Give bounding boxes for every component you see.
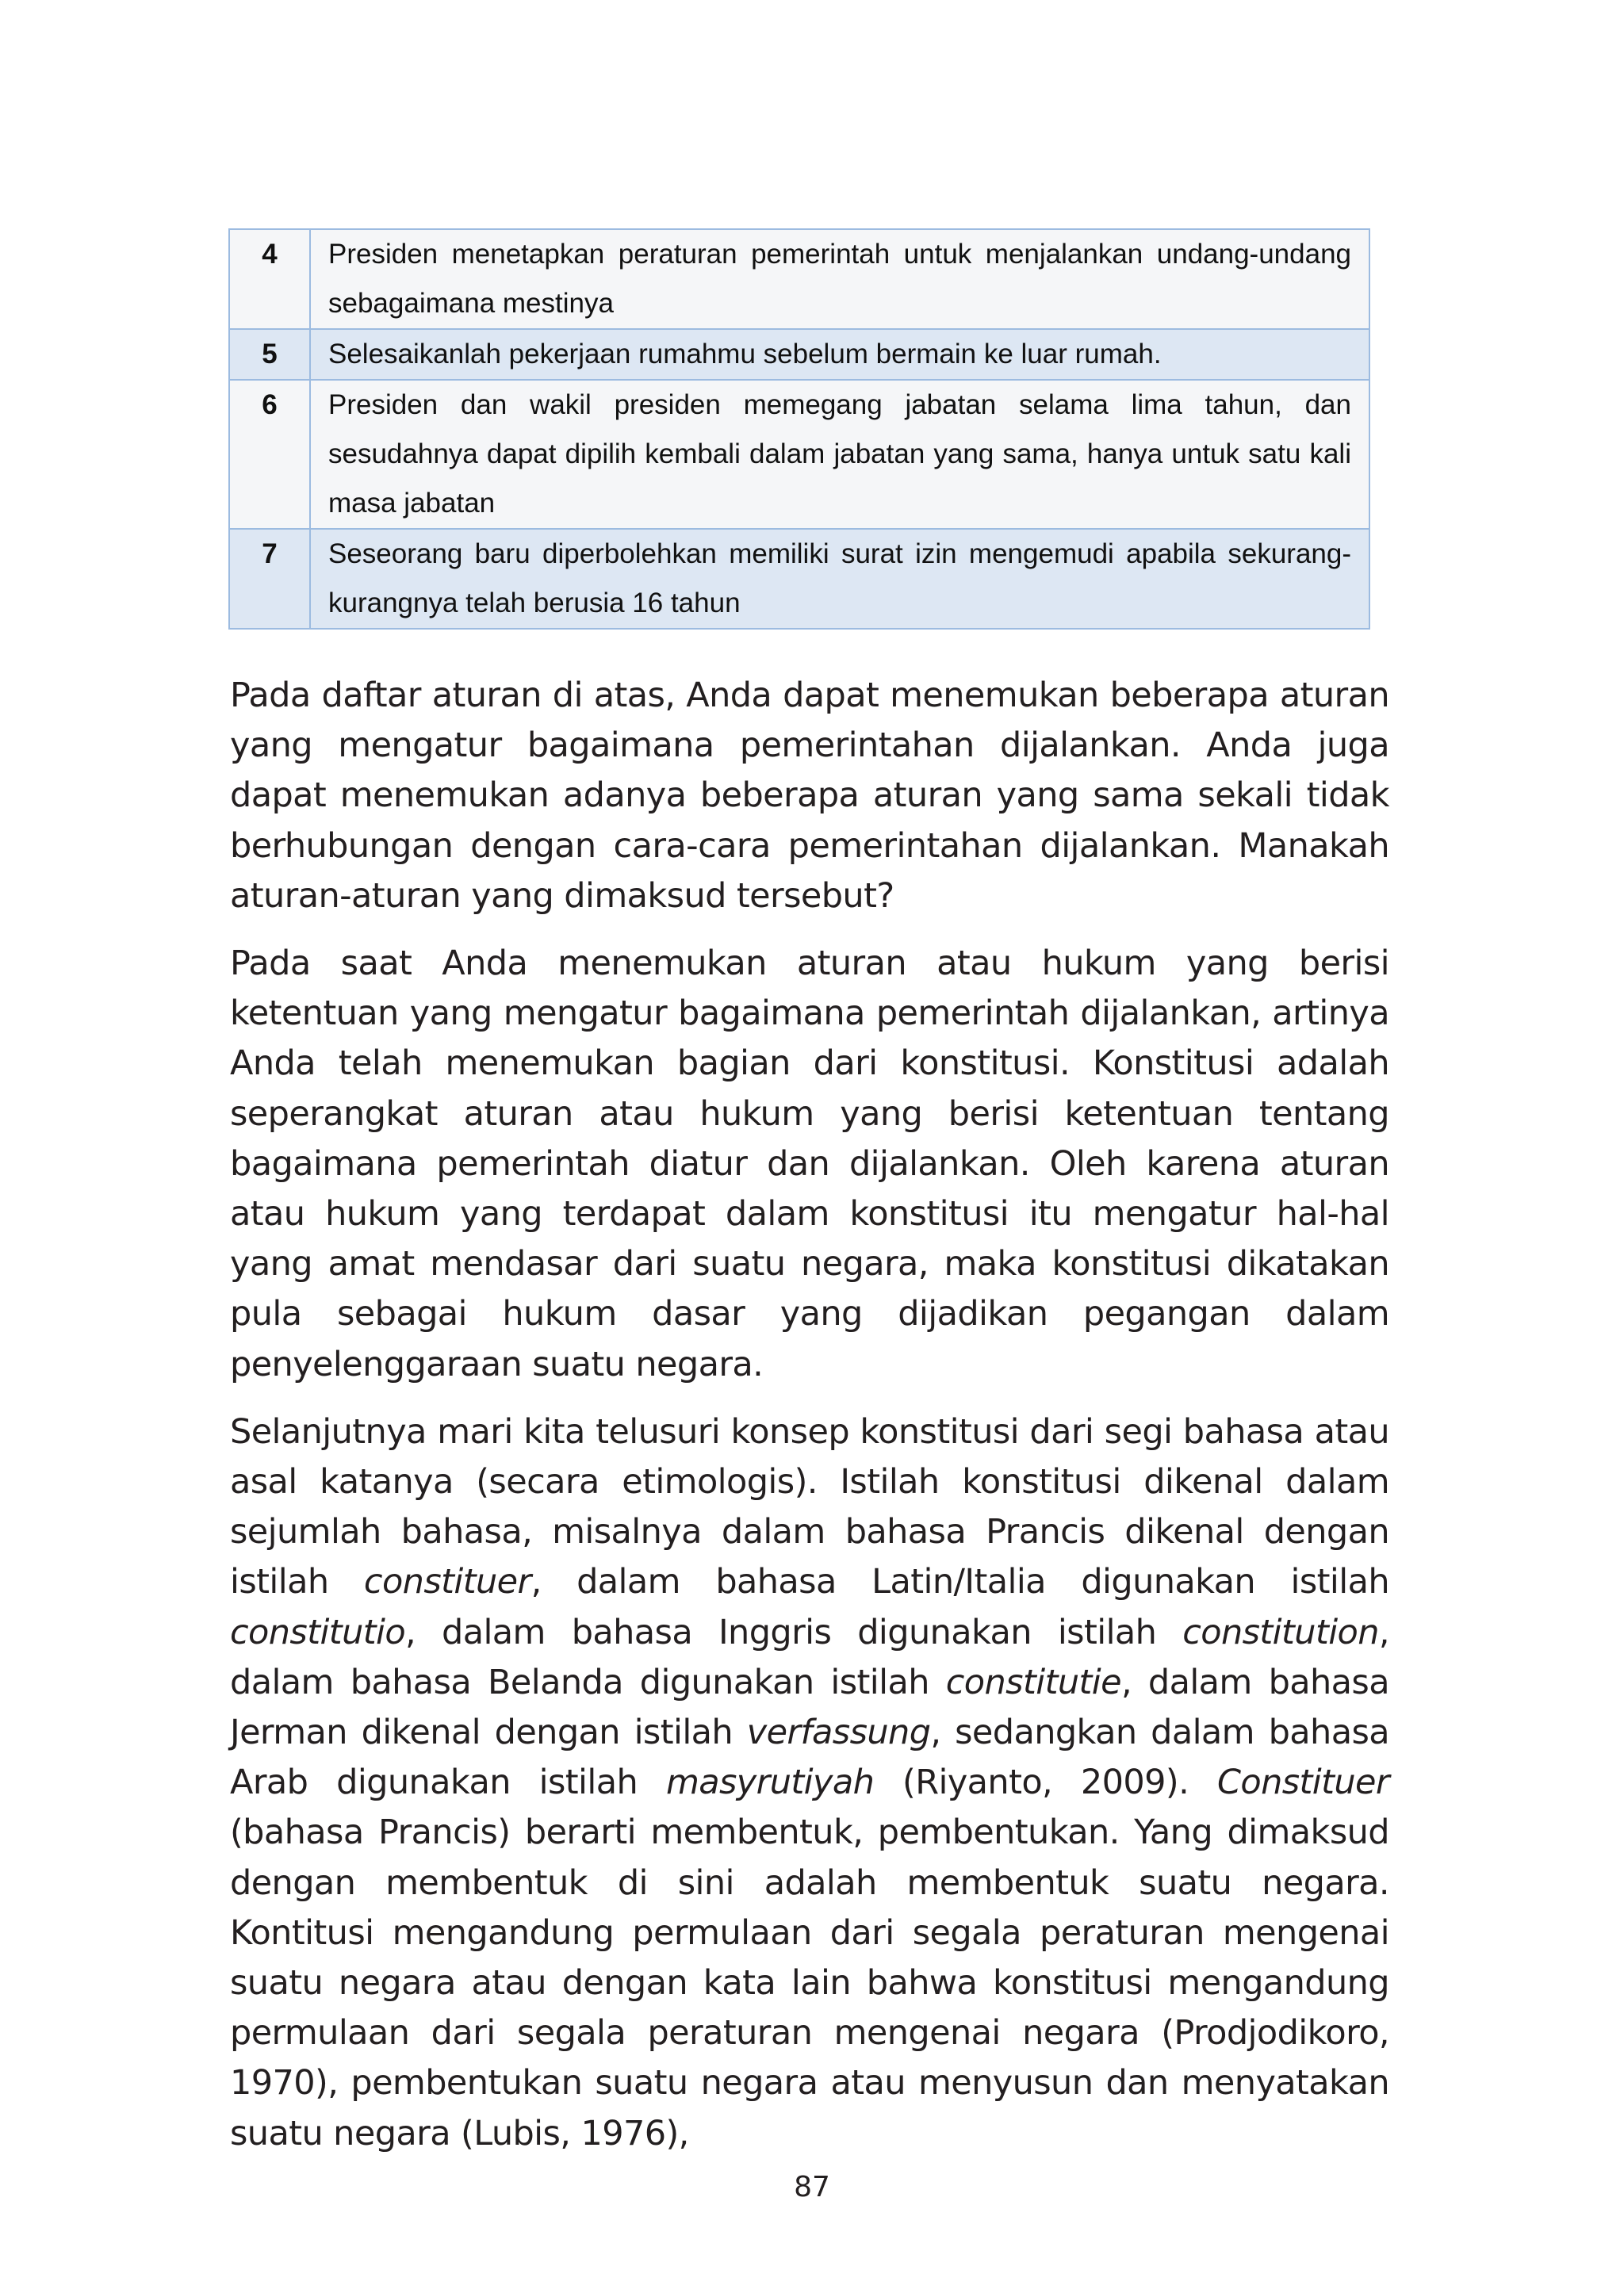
table-row (229, 329, 1369, 380)
italic-term: masyrutiyah (665, 1763, 875, 1803)
italic-term: constitutie (945, 1662, 1121, 1702)
body-text (230, 671, 1389, 2176)
italic-term: constitutio (230, 1612, 406, 1652)
paragraph-1: Pada daftar aturan di atas, Anda dapat menemukan beberapa aturan yang mengatur bagaimana pemerintahan dijalankan. Anda juga dapat menemukan adanya beberapa aturan yang sama sekali tidak berhubungan dengan cara-cara pemerintahan dijalankan. Manakah aturan-aturan yang dimaksud tersebut? (230, 676, 1389, 916)
italic-term: Constituer (1216, 1763, 1389, 1803)
row-number: 5 (229, 329, 310, 380)
text-span: (bahasa Prancis) berarti membentuk, pembentukan. Yang dimaksud dengan membentuk di sini adalah membentuk suatu negara. Kontitusi mengandung permulaan dari segala peraturan mengenai suatu negara atau dengan kata lain bahwa konstitusi mengandung permulaan dari segala peraturan mengenai negara (Prodjodikoro, 1970), pembentukan suatu negara atau menyusun dan menyatakan suatu negara (Lubis, 1976), (230, 1813, 1389, 2153)
row-text: Presiden dan wakil presiden memegang jabatan selama lima tahun, dan sesudahnya dapat dipilih kembali dalam jabatan yang sama, hanya untuk satu kali masa jabatan (310, 380, 1369, 529)
text-span: , dalam bahasa Latin/Italia digunakan istilah (530, 1562, 1389, 1602)
rules-table (228, 228, 1370, 630)
text-span: , dalam bahasa Jerman dikenal dengan istilah (230, 1662, 1389, 1753)
italic-term: constitution (1182, 1612, 1379, 1652)
paragraph-3 (230, 1407, 1389, 2159)
text-span: , sedangkan dalam bahasa Arab digunakan istilah (230, 1713, 1390, 1803)
table-row (229, 229, 1369, 329)
text-span: , dalam bahasa Inggris digunakan istilah (405, 1612, 1183, 1652)
row-number: 4 (229, 229, 310, 329)
table-row (229, 529, 1369, 629)
italic-term: verfassung (746, 1713, 931, 1753)
row-number: 7 (229, 529, 310, 629)
italic-term: constituer (363, 1562, 531, 1602)
page-number: 87 (794, 2171, 830, 2203)
row-text: Seseorang baru diperbolehkan memiliki surat izin mengemudi apabila sekurang-kurangnya telah berusia 16 tahun (310, 529, 1369, 629)
table-row (229, 380, 1369, 529)
row-text: Selesaikanlah pekerjaan rumahmu sebelum bermain ke luar rumah. (310, 329, 1369, 380)
row-number: 6 (229, 380, 310, 529)
row-text: Presiden menetapkan peraturan pemerintah untuk menjalankan undang-undang sebagaimana mestinya (310, 229, 1369, 329)
text-span: Selanjutnya mari kita telusuri konsep konstitusi dari segi bahasa atau asal katanya (secara etimologis). Istilah konstitusi dikenal dalam sejumlah bahasa, misalnya dalam bahasa Prancis dikenal dengan istilah (230, 1411, 1389, 1602)
text-span: (Riyanto, 2009). (874, 1763, 1217, 1803)
paragraph-2: Pada saat Anda menemukan aturan atau hukum yang berisi ketentuan yang mengatur bagaimana pemerintah dijalankan, artinya Anda telah menemukan bagian dari konstitusi. Konstitusi adalah seperangkat aturan atau hukum yang berisi ketentuan tentang bagaimana pemerintah diatur dan dijalankan. Oleh karena aturan atau hukum yang terdapat dalam konstitusi itu mengatur hal-hal yang amat mendasar dari suatu negara, maka konstitusi dikatakan pula sebagai hukum dasar yang dijadikan pegangan dalam penyelenggaraan suatu negara. (230, 944, 1389, 1384)
text-span: , dalam bahasa Belanda digunakan istilah (230, 1612, 1389, 1702)
